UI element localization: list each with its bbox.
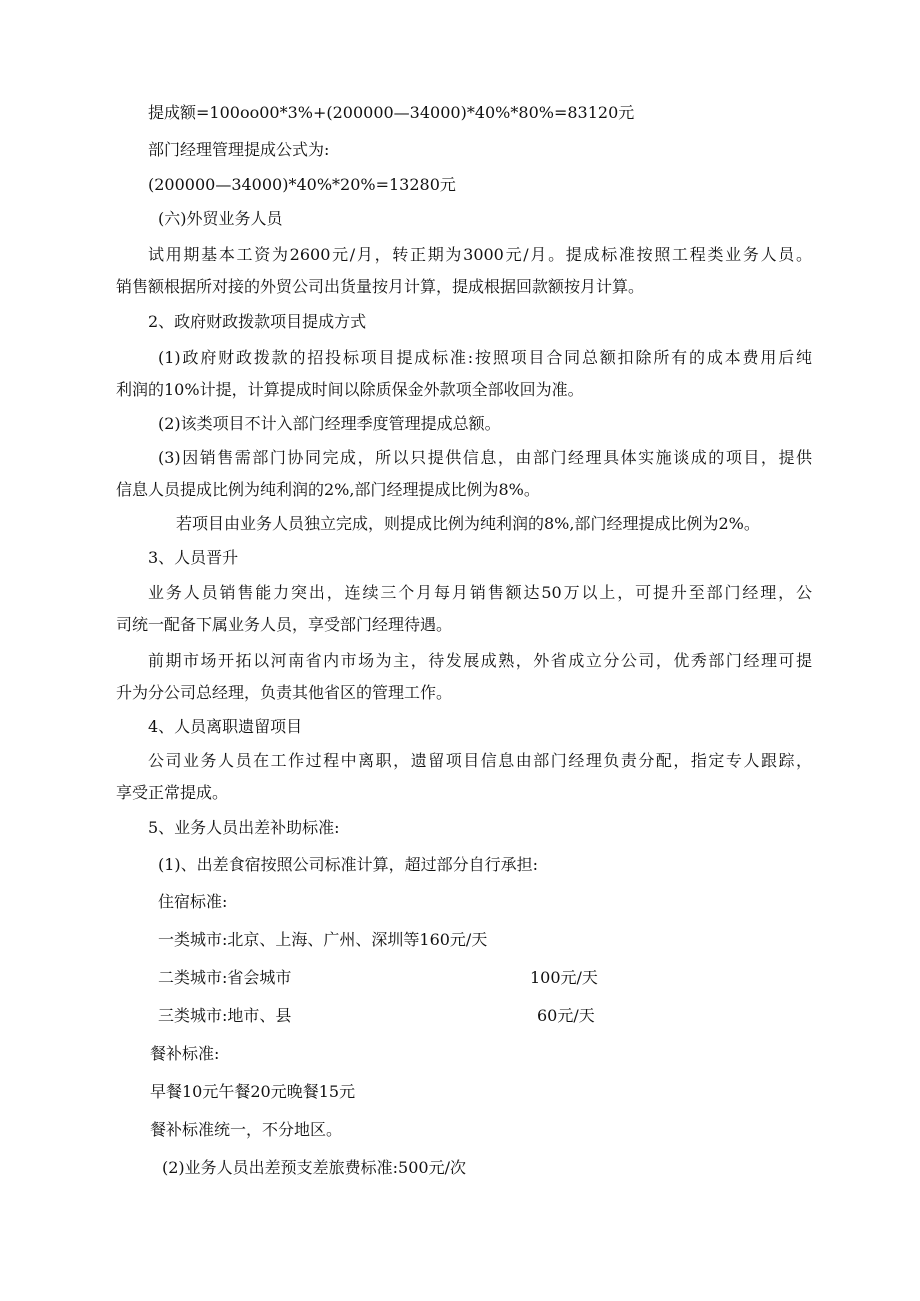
paragraph-line: 信息人员提成比例为纯利润的2%,部门经理提成比例为8%。 (116, 480, 540, 499)
paragraph-line: (2)该类项目不计入部门经理季度管理提成总额。 (158, 414, 501, 433)
meal-uniform-line: 餐补标准统一，不分地区。 (150, 1120, 343, 1139)
meal-standard-heading: 餐补标准: (150, 1044, 220, 1063)
paragraph-line: 司统一配备下属业务人员，享受部门经理待遇。 (116, 615, 453, 634)
paragraph-line: (1)、出差食宿按照公司标准计算，超过部分自行承担: (158, 855, 539, 874)
section-heading-resignation: 4、人员离职遗留项目 (148, 717, 303, 736)
paragraph-line: 前期市场开拓以河南省内市场为主，待发展成熟，外省成立分公司，优秀部门经理可提 (148, 651, 812, 670)
paragraph-line: 公司业务人员在工作过程中离职，遗留项目信息由部门经理负责分配，指定专人跟踪， (148, 751, 812, 770)
section-heading-government: 2、政府财政拨款项目提成方式 (148, 312, 367, 331)
manager-formula-heading: 部门经理管理提成公式为: (148, 140, 330, 159)
paragraph-line: 享受正常提成。 (116, 783, 229, 802)
tier3-city-rate: 60元/天 (537, 1006, 595, 1025)
section-heading-foreign-trade: (六)外贸业务人员 (158, 209, 283, 228)
section-heading-promotion: 3、人员晋升 (148, 548, 239, 567)
advance-travel-line: (2)业务人员出差预支差旅费标准:500元/次 (162, 1158, 466, 1177)
paragraph-line: 利润的10%计提，计算提成时间以除质保金外款项全部收回为准。 (116, 380, 584, 399)
tier2-city-rate: 100元/天 (530, 968, 598, 987)
tier2-city-label: 二类城市:省会城市 (158, 968, 292, 987)
formula-commission-line: 提成额=100oo00*3%+(200000—34000)*40%*80%=83120元 (148, 103, 635, 122)
paragraph-line: 升为分公司总经理，负责其他省区的管理工作。 (116, 683, 453, 702)
tier1-city-line: 一类城市:北京、上海、广州、深圳等160元/天 (158, 930, 488, 949)
manager-formula-line: (200000—34000)*40%*20%=13280元 (148, 175, 456, 194)
paragraph-line: 若项目由业务人员独立完成，则提成比例为纯利润的8%,部门经理提成比例为2%。 (176, 514, 760, 533)
paragraph-line: (1)政府财政拨款的招投标项目提成标准:按照项目合同总额扣除所有的成本费用后纯 (158, 348, 812, 367)
section-heading-travel-allowance: 5、业务人员出差补助标准: (148, 818, 340, 837)
lodging-standard-heading: 住宿标准: (158, 892, 228, 911)
paragraph-line: (3)因销售需部门协同完成，所以只提供信息，由部门经理具体实施谈成的项目，提供 (158, 448, 812, 467)
tier3-city-label: 三类城市:地市、县 (158, 1006, 292, 1025)
paragraph-line: 业务人员销售能力突出，连续三个月每月销售额达50万以上，可提升至部门经理，公 (148, 583, 812, 602)
paragraph-line: 试用期基本工资为2600元/月，转正期为3000元/月。提成标准按照工程类业务人员。 (148, 245, 812, 264)
meal-rates-line: 早餐10元午餐20元晚餐15元 (150, 1082, 356, 1101)
paragraph-line: 销售额根据所对接的外贸公司出货量按月计算，提成根据回款额按月计算。 (116, 277, 645, 296)
